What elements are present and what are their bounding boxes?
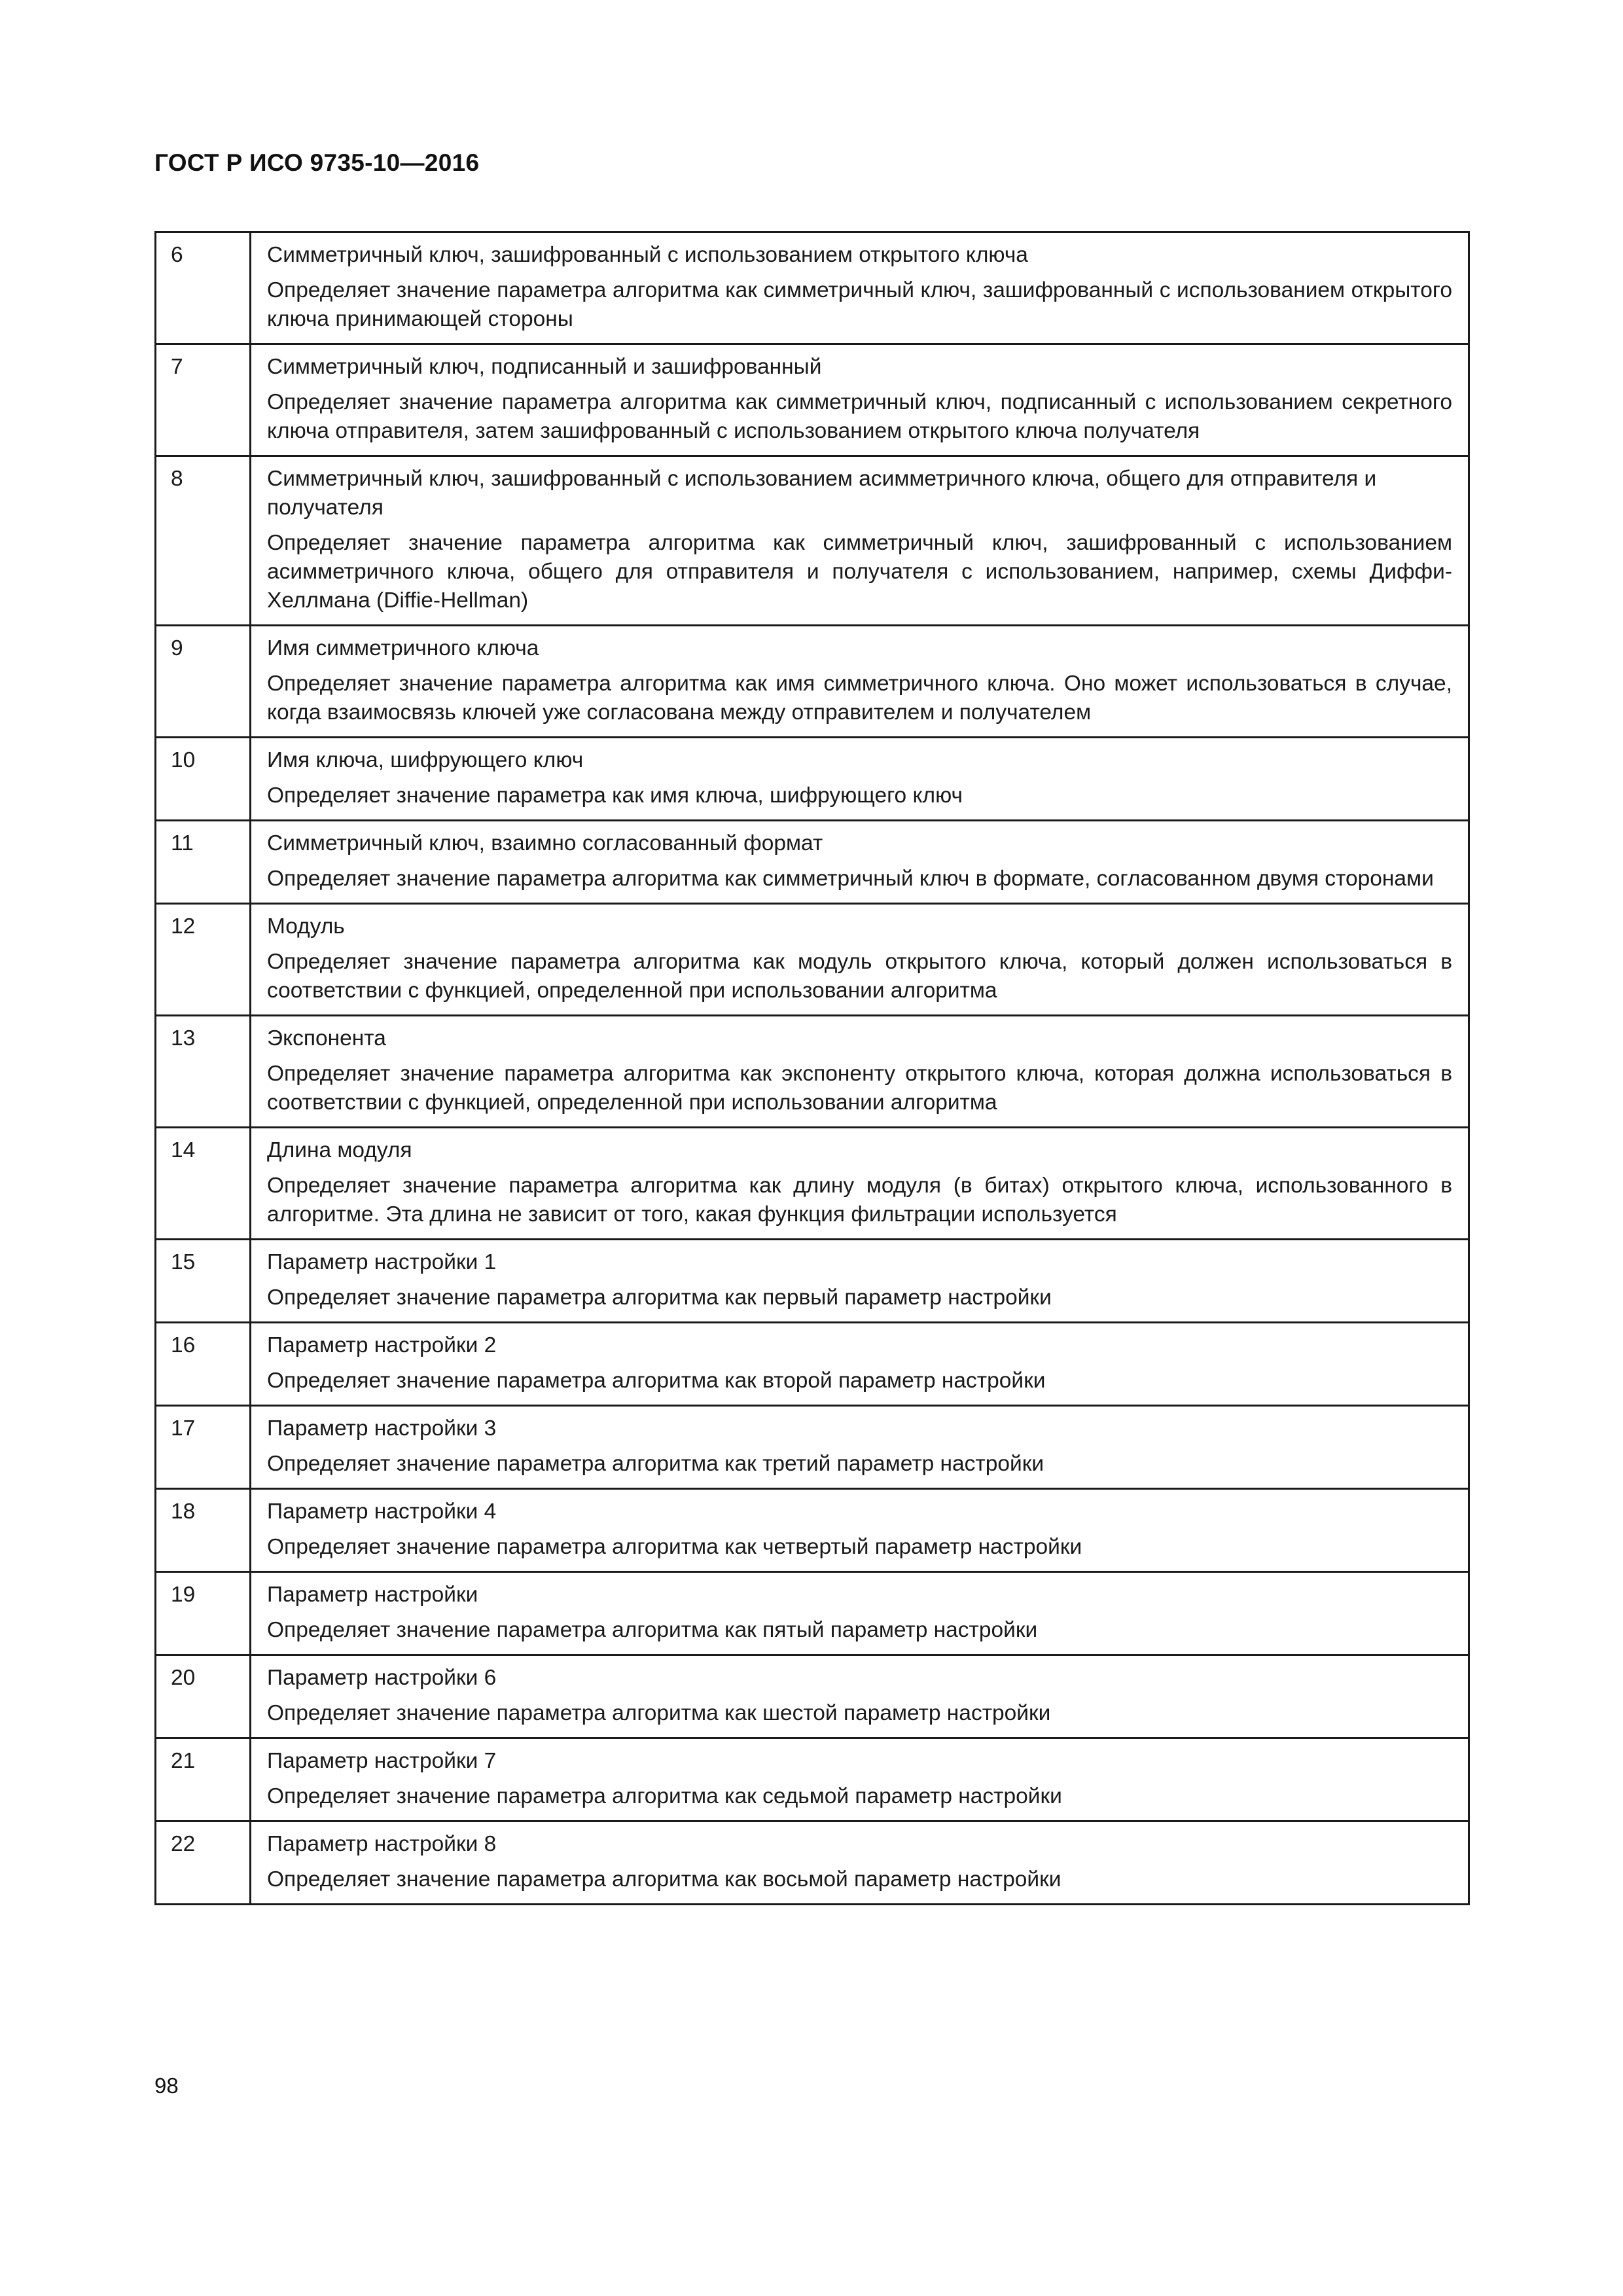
term-name: Параметр настройки 6 [267, 1666, 497, 1690]
description-cell [251, 1016, 1469, 1128]
term-name: Имя ключа, шифрующего ключ [267, 748, 584, 772]
term-name: Параметр настройки 1 [267, 1250, 497, 1274]
term-name: Длина модуля [267, 1138, 412, 1162]
code-cell: 17 [156, 1406, 251, 1489]
code-cell: 6 [156, 232, 251, 344]
term-definition: Определяет значение параметра алгоритма как симметричный ключ, подписанный с использованием секретного ключа отправителя, затем зашифрованный с использованием открытого ключа получателя [267, 390, 1452, 443]
term-definition: Определяет значение параметра алгоритма как симметричный ключ, зашифрованный с использованием открытого ключа принимающей стороны [267, 278, 1452, 331]
term-definition: Определяет значение параметра алгоритма как четвертый параметр настройки [267, 1535, 1082, 1559]
description-cell [251, 1240, 1469, 1323]
term-name: Симметричный ключ, зашифрованный с использованием асимметричного ключа, общего для отправителя и получателя [267, 467, 1377, 520]
description-cell [251, 1655, 1469, 1738]
code-cell: 7 [156, 344, 251, 456]
code-cell: 14 [156, 1128, 251, 1240]
term-definition: Определяет значение параметра алгоритма как имя симметричного ключа. Оно может использоваться в случае, когда взаимосвязь ключей уже согласована между отправителем и получателем [267, 672, 1452, 725]
table-row [156, 626, 1469, 738]
description-cell [251, 1128, 1469, 1240]
term-definition: Определяет значение параметра алгоритма как симметричный ключ в формате, согласованном двумя сторонами [267, 867, 1434, 891]
description-cell [251, 344, 1469, 456]
term-definition: Определяет значение параметра алгоритма как первый параметр настройки [267, 1285, 1052, 1310]
table-row [156, 1016, 1469, 1128]
term-name: Модуль [267, 914, 345, 939]
term-name: Параметр настройки 4 [267, 1499, 497, 1524]
table-row [156, 456, 1469, 626]
term-name: Имя симметричного ключа [267, 636, 539, 660]
description-cell [251, 904, 1469, 1016]
code-cell: 18 [156, 1489, 251, 1572]
code-cell: 21 [156, 1738, 251, 1821]
term-name: Экспонента [267, 1026, 386, 1050]
table-row [156, 1821, 1469, 1905]
term-definition: Определяет значение параметра алгоритма как симметричный ключ, зашифрованный с использованием асимметричного ключа, общего для отправителя и получателя с использованием, например, схемы Диффи-Хеллмана (Diffie-Hellman) [267, 531, 1452, 613]
page-number: 98 [154, 2073, 179, 2098]
table-row [156, 821, 1469, 904]
table-row [156, 232, 1469, 344]
description-cell [251, 1323, 1469, 1406]
term-name: Параметр настройки 8 [267, 1832, 497, 1856]
term-definition: Определяет значение параметра алгоритма как модуль открытого ключа, который должен использоваться в соответствии с функцией, определенной при использовании алгоритма [267, 950, 1452, 1003]
term-definition: Определяет значение параметра алгоритма как длину модуля (в битах) открытого ключа, использованного в алгоритме. Эта длина не зависит от того, какая функция фильтрации используется [267, 1174, 1452, 1227]
table-body [156, 232, 1469, 1905]
description-cell [251, 738, 1469, 821]
term-name: Симметричный ключ, зашифрованный с использованием открытого ключа [267, 243, 1028, 267]
table-row [156, 904, 1469, 1016]
table-row [156, 1572, 1469, 1655]
term-definition: Определяет значение параметра как имя ключа, шифрующего ключ [267, 783, 963, 808]
code-value-table [154, 231, 1470, 1905]
table-row [156, 738, 1469, 821]
table-row [156, 1128, 1469, 1240]
document-header: ГОСТ Р ИСО 9735-10—2016 [154, 149, 480, 176]
term-name: Параметр настройки 3 [267, 1416, 497, 1441]
term-definition: Определяет значение параметра алгоритма как шестой параметр настройки [267, 1701, 1051, 1725]
code-cell: 8 [156, 456, 251, 626]
term-name: Параметр настройки 2 [267, 1333, 497, 1357]
table-row [156, 1323, 1469, 1406]
code-cell: 11 [156, 821, 251, 904]
table-row [156, 1655, 1469, 1738]
term-definition: Определяет значение параметра алгоритма как седьмой параметр настройки [267, 1784, 1062, 1808]
term-definition: Определяет значение параметра алгоритма как пятый параметр настройки [267, 1618, 1038, 1642]
code-cell: 10 [156, 738, 251, 821]
code-cell: 12 [156, 904, 251, 1016]
term-name: Параметр настройки [267, 1583, 478, 1607]
term-name: Симметричный ключ, подписанный и зашифрованный [267, 355, 822, 379]
description-cell [251, 232, 1469, 344]
description-cell [251, 1406, 1469, 1489]
table-row [156, 1406, 1469, 1489]
code-cell: 9 [156, 626, 251, 738]
code-cell: 15 [156, 1240, 251, 1323]
description-cell [251, 1489, 1469, 1572]
term-name: Симметричный ключ, взаимно согласованный формат [267, 831, 823, 855]
description-cell [251, 1821, 1469, 1905]
code-cell: 19 [156, 1572, 251, 1655]
table-row [156, 1489, 1469, 1572]
description-cell [251, 1738, 1469, 1821]
table-row [156, 1738, 1469, 1821]
code-cell: 13 [156, 1016, 251, 1128]
description-cell [251, 456, 1469, 626]
term-definition: Определяет значение параметра алгоритма как восьмой параметр настройки [267, 1867, 1061, 1892]
term-definition: Определяет значение параметра алгоритма как экспоненту открытого ключа, которая должна использоваться в соответствии с функцией, определенной при использовании алгоритма [267, 1062, 1452, 1115]
term-name: Параметр настройки 7 [267, 1749, 497, 1773]
term-definition: Определяет значение параметра алгоритма как третий параметр настройки [267, 1452, 1044, 1476]
table-row [156, 344, 1469, 456]
description-cell [251, 1572, 1469, 1655]
code-cell: 22 [156, 1821, 251, 1905]
code-cell: 20 [156, 1655, 251, 1738]
description-cell [251, 821, 1469, 904]
code-cell: 16 [156, 1323, 251, 1406]
table-row [156, 1240, 1469, 1323]
term-definition: Определяет значение параметра алгоритма как второй параметр настройки [267, 1369, 1046, 1393]
description-cell [251, 626, 1469, 738]
